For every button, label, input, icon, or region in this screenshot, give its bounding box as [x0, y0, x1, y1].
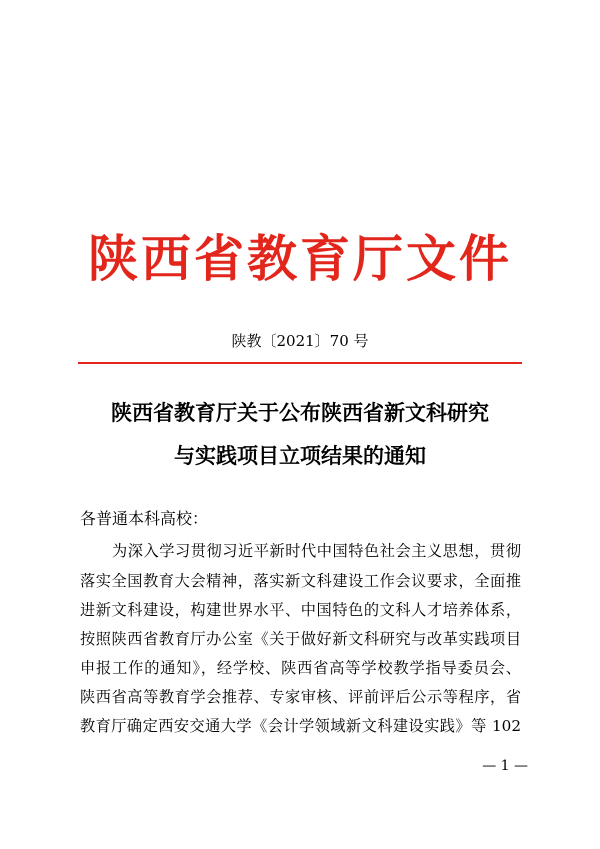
body-line-1: 为深入学习贯彻习近平新时代中国特色社会主义思想，贯彻 [112, 542, 521, 560]
body-line-2: 落实全国教育大会精神，落实新文科建设工作会议要求，全面推 [80, 572, 521, 590]
salutation: 各普通本科高校： [80, 509, 209, 528]
body-line-6: 陕西省高等教育学会推荐、专家审核、评前评后公示等程序，省 [80, 688, 521, 706]
body-line-3: 进新文科建设，构建世界水平、中国特色的文科人才培养体系， [80, 601, 521, 619]
body-line-7: 教育厅确定西安交通大学《会计学领域新文科建设实践》等 102 [80, 717, 521, 735]
document-masthead: 陕西省教育厅文件 [88, 229, 512, 288]
body-line-4: 按照陕西省教育厅办公室《关于做好新文科研究与改革实践项目 [80, 630, 521, 648]
red-divider-line [78, 362, 522, 364]
body-line-5: 申报工作的通知》，经学校、陕西省高等学校教学指导委员会、 [80, 659, 521, 677]
notice-title-line-2: 与实践项目立项结果的通知 [174, 443, 426, 468]
document-number: 陕教〔2021〕70 号 [231, 332, 369, 350]
page-number: — 1 — [482, 758, 528, 774]
notice-title-line-1: 陕西省教育厅关于公布陕西省新文科研究 [111, 400, 489, 425]
